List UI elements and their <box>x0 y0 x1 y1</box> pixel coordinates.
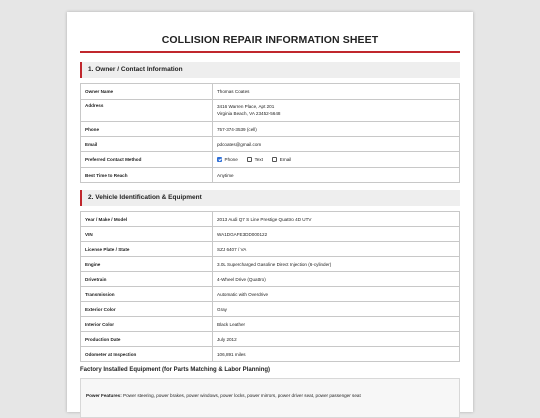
vehicle-row-value: 106,891 miles <box>213 347 460 362</box>
table-row <box>81 257 460 272</box>
preferred-contact-options <box>213 152 460 168</box>
power-features-value: Power steering, power brakes, power windows, power locks, power mirrors, power driver seat, power passenger seat <box>123 393 361 398</box>
table-row <box>81 242 460 257</box>
vehicle-info-table <box>80 211 460 362</box>
table-row <box>81 287 460 302</box>
preferred-contact-label: Preferred Contact Method <box>81 152 213 168</box>
address-line-1: 3416 Warren Place, Apt 201 <box>217 104 275 109</box>
vehicle-row-value: July 2012 <box>213 332 460 347</box>
owner-section-heading: 1. Owner / Contact Information <box>80 62 460 78</box>
table-row <box>81 302 460 317</box>
best-time-value: Anytime <box>213 168 460 183</box>
page-title: COLLISION REPAIR INFORMATION SHEET <box>161 34 379 46</box>
table-row <box>81 347 460 362</box>
title-divider <box>80 51 460 53</box>
vehicle-row-value: 2013 Audi Q7 S Line Prestige Quattro 4D UTV <box>213 212 460 227</box>
vehicle-row-label: Engine <box>81 257 213 272</box>
email-label: Email <box>81 137 213 152</box>
address-label: Address <box>81 100 213 122</box>
table-row <box>81 332 460 347</box>
owner-name-label: Owner Name <box>81 84 213 100</box>
phone-value: 757-374-3539 (cell) <box>213 122 460 137</box>
table-row <box>81 212 460 227</box>
text-option-label: Text <box>254 156 264 162</box>
address-value <box>213 100 460 122</box>
email-checkbox[interactable] <box>272 157 277 162</box>
contact-option-phone[interactable] <box>217 157 238 162</box>
equipment-box <box>80 378 460 418</box>
table-row <box>81 84 460 100</box>
vehicle-row-value: 4-Wheel Drive (Quattro) <box>213 272 460 287</box>
vehicle-row-label: Production Date <box>81 332 213 347</box>
information-sheet <box>67 12 473 412</box>
owner-info-table <box>80 83 460 183</box>
contact-option-email[interactable] <box>272 157 291 162</box>
address-line-2: Virginia Beach, VA 23452-5648 <box>217 111 281 116</box>
vehicle-row-value: Automatic with Overdrive <box>213 287 460 302</box>
table-row <box>81 100 460 122</box>
phone-label: Phone <box>81 122 213 137</box>
power-features-label: Power Features: <box>86 393 122 398</box>
text-checkbox[interactable] <box>247 157 252 162</box>
vehicle-row-value: 3.0L Supercharged Gasoline Direct Injection (6-cylinder) <box>213 257 460 272</box>
vehicle-row-label: Transmission <box>81 287 213 302</box>
table-row <box>81 122 460 137</box>
email-option-label: Email <box>279 156 292 162</box>
vehicle-row-value: SZJ 6407 / VA <box>213 242 460 257</box>
table-row <box>81 317 460 332</box>
phone-option-label: Phone <box>224 156 238 162</box>
table-row <box>81 137 460 152</box>
vehicle-section-heading: 2. Vehicle Identification & Equipment <box>80 190 460 206</box>
vehicle-row-label: VIN <box>81 227 213 242</box>
contact-option-text[interactable] <box>247 157 263 162</box>
vehicle-row-value: Gray <box>213 302 460 317</box>
vehicle-row-label: Year / Make / Model <box>81 212 213 227</box>
owner-name-value: Thomas Coates <box>213 84 460 100</box>
best-time-label: Best Time to Reach <box>81 168 213 183</box>
email-value: pdcoates@gmail.com <box>213 137 460 152</box>
table-row <box>81 272 460 287</box>
table-row <box>81 168 460 183</box>
vehicle-row-label: Drivetrain <box>81 272 213 287</box>
table-row <box>81 227 460 242</box>
vehicle-row-label: License Plate / State <box>81 242 213 257</box>
vehicle-row-value: WA1DGAFE3DD000122 <box>213 227 460 242</box>
phone-checkbox[interactable] <box>217 157 222 162</box>
vehicle-row-value: Black Leather <box>213 317 460 332</box>
vehicle-row-label: Exterior Color <box>81 302 213 317</box>
table-row <box>81 152 460 168</box>
vehicle-row-label: Odometer at Inspection <box>81 347 213 362</box>
equipment-heading: Factory Installed Equipment (for Parts Matching & Labor Planning) <box>80 367 271 373</box>
vehicle-row-label: Interior Color <box>81 317 213 332</box>
